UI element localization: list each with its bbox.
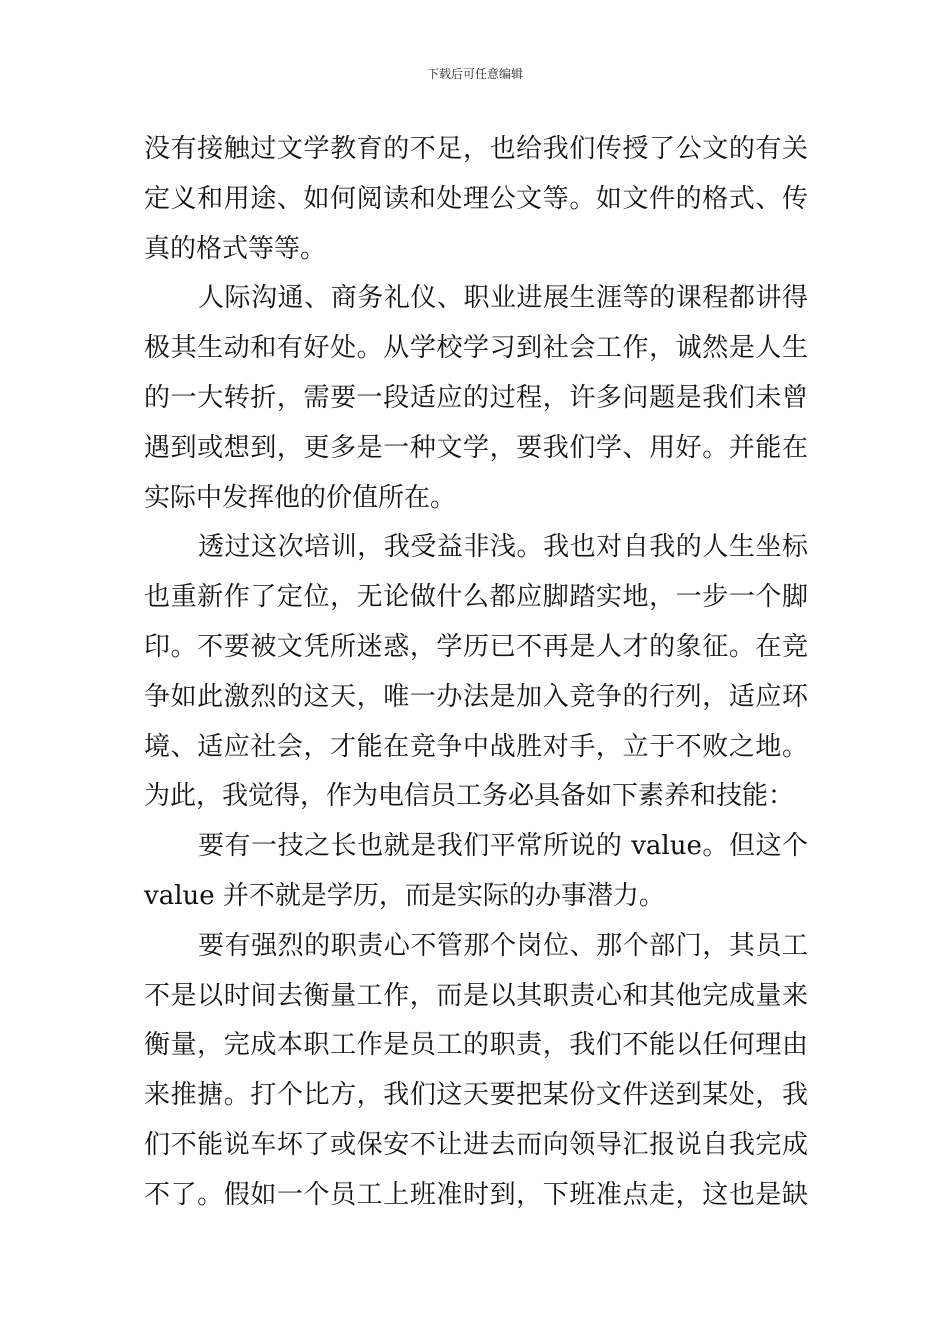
text-line: 要有强烈的职责心不管那个岗位、那个部门，其员工	[198, 930, 808, 961]
paragraph	[144, 922, 808, 1221]
text-line: 实际中发挥他的价值所在。	[144, 482, 457, 513]
text-line: 遇到或想到，更多是一种文学，要我们学、用好。并能在	[144, 432, 808, 463]
text-line: 定义和用途、如何阅读和处理公文等。如文件的格式、传	[144, 183, 808, 214]
text-line: 不了。假如一个员工上班准时到，下班准点走，这也是缺	[144, 1179, 808, 1210]
paragraph	[144, 822, 808, 922]
text-line: 印。不要被文凭所迷惑，学历已不再是人才的象征。在竞	[144, 631, 808, 662]
text-line: value 并不就是学历，而是实际的办事潜力。	[144, 880, 665, 911]
text-line: 透过这次培训，我受益非浅。我也对自我的人生坐标	[198, 532, 808, 563]
text-line: 争如此激烈的这天，唯一办法是加入竞争的行列，适应环	[144, 681, 808, 712]
paragraph	[144, 274, 808, 523]
text-line: 为此，我觉得，作为电信员工务必具备如下素养和技能：	[144, 781, 795, 812]
paragraph	[144, 523, 808, 822]
text-line: 境、适应社会，才能在竞争中战胜对手，立于不败之地。	[144, 731, 808, 762]
text-line: 没有接触过文学教育的不足，也给我们传授了公文的有关	[144, 134, 808, 164]
document-body	[144, 125, 808, 1221]
text-line: 的一大转折，需要一段适应的过程，许多问题是我们未曾	[144, 382, 808, 413]
paragraph	[144, 125, 808, 274]
text-line: 们不能说车坏了或保安不让进去而向领导汇报说自我完成	[144, 1129, 808, 1160]
text-line: 人际沟通、商务礼仪、职业进展生涯等的课程都讲得	[198, 283, 808, 314]
text-line: 也重新作了定位，无论做什么都应脚踏实地，一步一个脚	[144, 582, 808, 613]
text-line: 极其生动和有好处。从学校学习到社会工作，诚然是人生	[144, 333, 808, 364]
text-line: 不是以时间去衡量工作，而是以其职责心和其他完成量来	[144, 980, 808, 1011]
text-line: 来推搪。打个比方，我们这天要把某份文件送到某处，我	[144, 1080, 808, 1111]
text-line: 要有一技之长也就是我们平常所说的 value。但这个	[198, 831, 808, 862]
page-header: 下载后可任意编辑	[426, 67, 523, 81]
text-line: 真的格式等等。	[144, 233, 327, 264]
text-line: 衡量，完成本职工作是员工的职责，我们不能以任何理由	[144, 1030, 808, 1061]
